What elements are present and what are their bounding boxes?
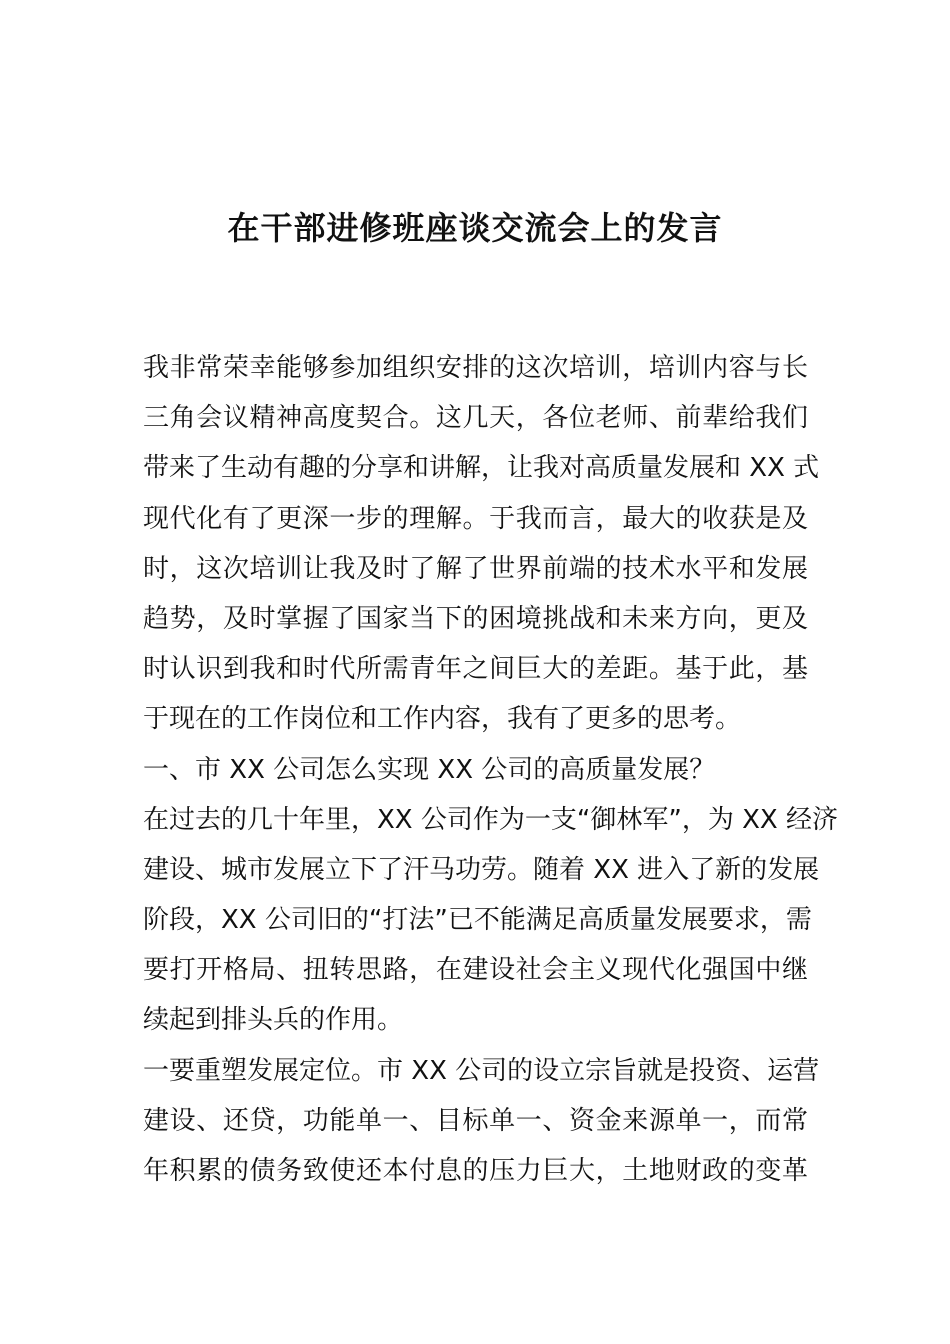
paragraph-line: 一要重塑发展定位。市 XX 公司的设立宗旨就是投资、运营	[143, 1055, 820, 1086]
paragraph-line: 时认识到我和时代所需青年之间巨大的差距。基于此，基	[143, 654, 808, 685]
paragraph-line: 于现在的工作岗位和工作内容，我有了更多的思考。	[143, 704, 742, 735]
paragraph-line: 我非常荣幸能够参加组织安排的这次培训，培训内容与长	[143, 353, 808, 383]
section-heading: 一、市 XX 公司怎么实现 XX 公司的高质量发展？	[143, 754, 716, 785]
paragraph-line: 建设、城市发展立下了汗马功劳。随着 XX 进入了新的发展	[143, 854, 820, 885]
document-body	[143, 343, 838, 1196]
paragraph-line: 续起到排头兵的作用。	[143, 1005, 404, 1036]
paragraph-line: 要打开格局、扭转思路，在建设社会主义现代化强国中继	[143, 955, 808, 986]
paragraph-line: 阶段，XX 公司旧的“打法”已不能满足高质量发展要求，需	[143, 905, 812, 936]
page-title: 在干部进修班座谈交流会上的发言	[227, 209, 723, 247]
paragraph-line: 趋势，及时掌握了国家当下的困境挑战和未来方向，更及	[143, 603, 808, 634]
paragraph-line: 建设、还贷，功能单一、目标单一、资金来源单一，而常	[143, 1105, 808, 1136]
paragraph-line: 时，这次培训让我及时了解了世界前端的技术水平和发展	[143, 553, 808, 584]
paragraph-line: 带来了生动有趣的分享和讲解，让我对高质量发展和 XX 式	[143, 453, 820, 484]
paragraph-line: 三角会议精神高度契合。这几天，各位老师、前辈给我们	[143, 403, 808, 434]
paragraph-line: 在过去的几十年里，XX 公司作为一支“御林军”，为 XX 经济	[143, 804, 838, 835]
paragraph-line: 年积累的债务致使还本付息的压力巨大，土地财政的变革	[143, 1156, 808, 1186]
paragraph-line: 现代化有了更深一步的理解。于我而言，最大的收获是及	[143, 503, 808, 534]
